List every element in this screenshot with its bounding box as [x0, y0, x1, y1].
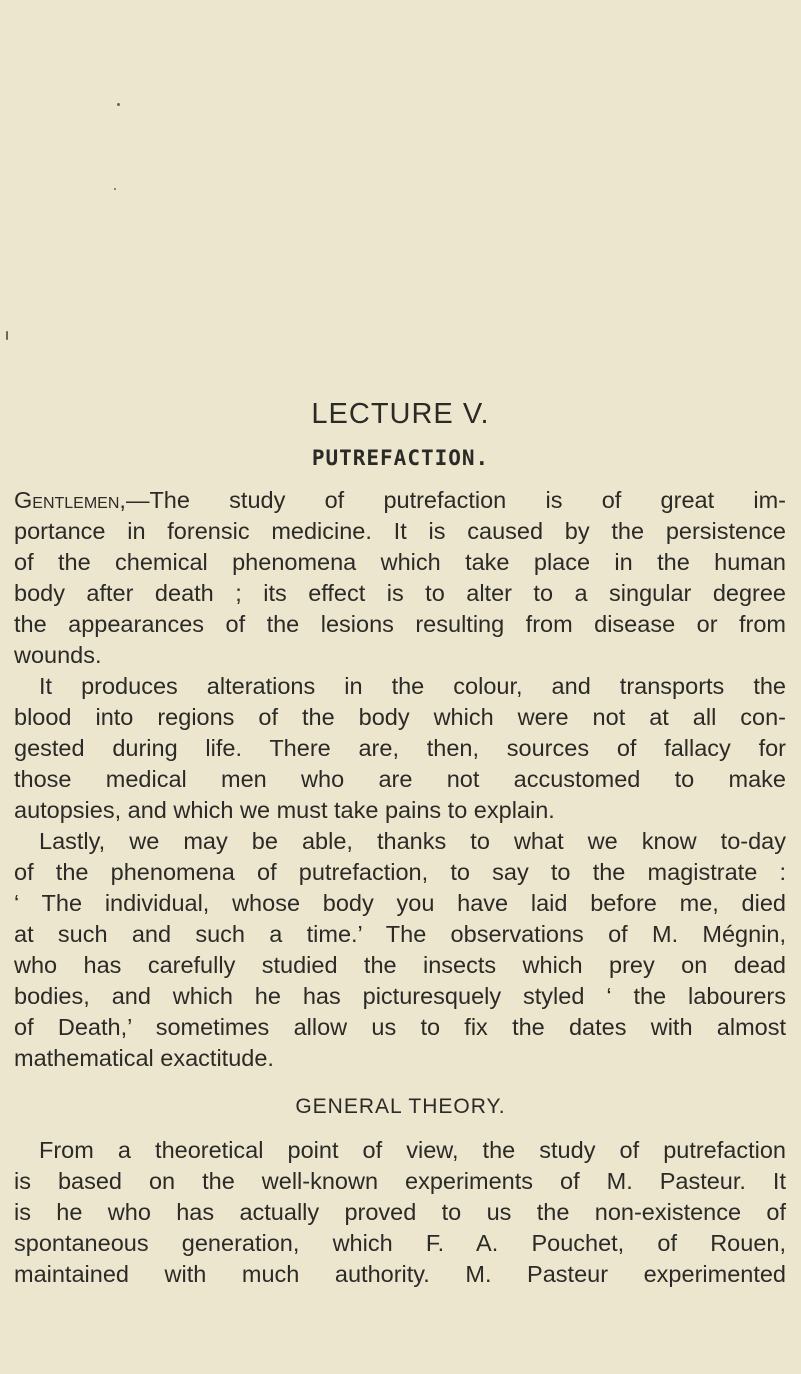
text-line: maintained with much authority. M. Pasteur experimented	[14, 1261, 786, 1287]
text-line: It produces alterations in the colour, and transports the	[39, 673, 786, 699]
text-line: those medical men who are not accustomed to make	[14, 766, 786, 792]
text-line: ‘ The individual, whose body you have laid before me, died	[14, 890, 786, 916]
text-line: is he who has actually proved to us the non-existence of	[14, 1199, 786, 1225]
text-line: bodies, and which he has picturesquely styled ‘ the labourers	[14, 983, 786, 1009]
text-line: of Death,’ sometimes allow us to fix the dates with almost	[14, 1014, 786, 1040]
text-line: who has carefully studied the insects which prey on dead	[14, 952, 786, 978]
text-line: wounds.	[14, 642, 102, 668]
section-heading: GENERAL THEORY.	[295, 1095, 506, 1118]
text-line: at such and such a time.’ The observations of M. Mégnin,	[14, 921, 786, 947]
text-line: From a theoretical point of view, the study of putrefaction	[39, 1137, 786, 1163]
opening-word: Gentlemen,	[14, 487, 126, 513]
text-line: of the chemical phenomena which take place in the human	[14, 549, 786, 575]
paper-speck	[117, 103, 120, 106]
text-line: portance in forensic medicine. It is caused by the persistence	[14, 518, 786, 544]
text-line: autopsies, and which we must take pains to explain.	[14, 797, 555, 823]
text-line-content: —The study of putrefaction is of great im-	[125, 487, 786, 513]
paper-speck	[6, 331, 8, 340]
text-line: is based on the well-known experiments of M. Pasteur. It	[14, 1168, 786, 1194]
text-line: body after death ; its effect is to alter to a singular degree	[14, 580, 786, 606]
lecture-title: LECTURE V.	[311, 398, 490, 430]
text-line: blood into regions of the body which were not at all con-	[14, 704, 786, 730]
text-line: gested during life. There are, then, sources of fallacy for	[14, 735, 786, 761]
text-line: mathematical exactitude.	[14, 1045, 274, 1071]
text-line	[14, 485, 786, 515]
chapter-title: PUTREFACTION.	[311, 446, 490, 470]
text-line: Lastly, we may be able, thanks to what we know to-day	[39, 828, 786, 854]
paper-speck	[114, 188, 116, 190]
text-line: the appearances of the lesions resulting from disease or from	[14, 611, 786, 637]
text-line: spontaneous generation, which F. A. Pouchet, of Rouen,	[14, 1230, 786, 1256]
text-line: of the phenomena of putrefaction, to say to the magistrate :	[14, 859, 786, 885]
